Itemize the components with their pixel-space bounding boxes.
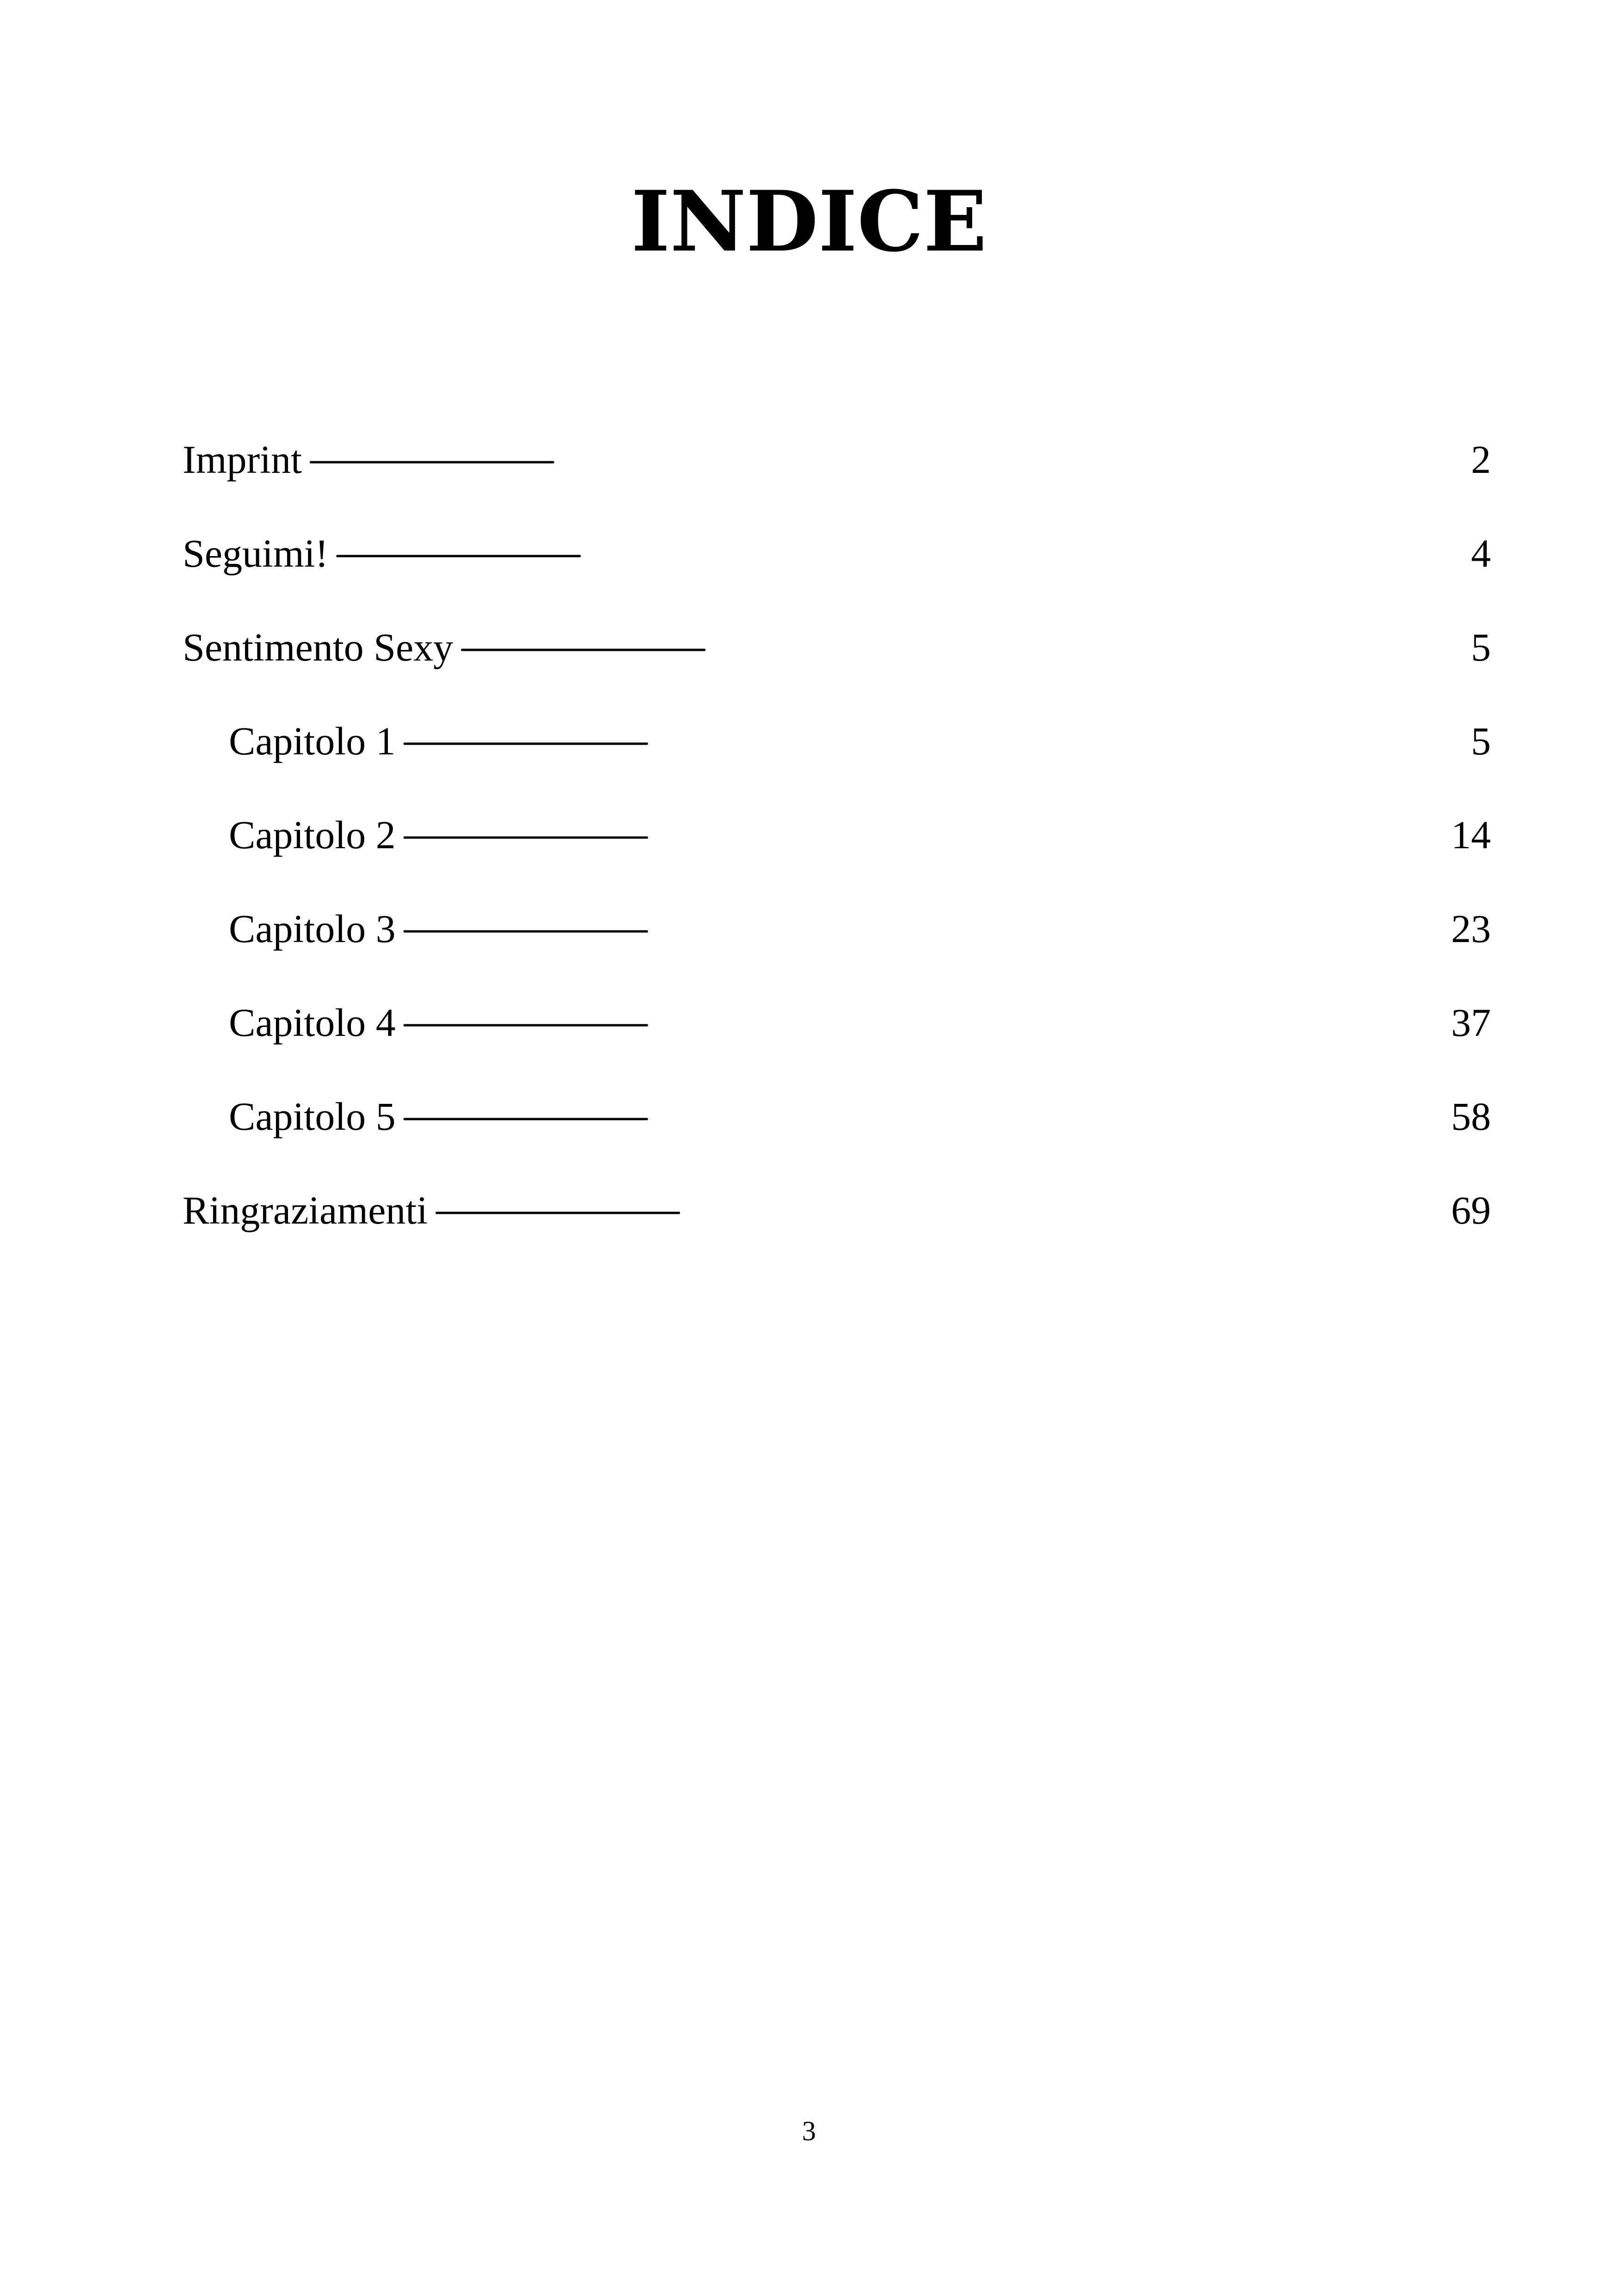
toc-entry-label: Seguimi! [183, 531, 329, 576]
toc-dot-leader [402, 848, 1445, 942]
toc-dot-leader [308, 379, 1465, 473]
toc-entry-label: Capitolo 3 [229, 906, 396, 951]
toc-dot-leader [402, 942, 1445, 1036]
toc-entry-label: Capitolo 2 [229, 813, 396, 857]
toc-entry-sentimento-sexy[interactable] [183, 567, 1491, 669]
toc-entry-page: 23 [1451, 906, 1491, 951]
toc-dot-leader [335, 473, 1465, 567]
toc-dot-leader [460, 567, 1465, 661]
toc-entry-page: 2 [1471, 437, 1491, 482]
toc-entry-label: Imprint [183, 437, 302, 482]
page-number: 3 [802, 2116, 816, 2146]
toc-entry-page: 14 [1451, 813, 1491, 857]
toc-dot-leader [402, 661, 1465, 754]
toc-entry-page: 5 [1471, 625, 1491, 669]
toc-entry-seguimi[interactable] [183, 473, 1491, 576]
toc-entry-label: Capitolo 4 [229, 1000, 396, 1045]
toc-entry-label: Ringraziamenti [183, 1188, 428, 1232]
toc-entry-page: 37 [1451, 1000, 1491, 1045]
page-title: INDICE [631, 173, 987, 270]
toc-entry-label: Capitolo 5 [229, 1094, 396, 1139]
toc-dot-leader [402, 754, 1445, 848]
toc-entry-page: 5 [1471, 719, 1491, 763]
toc-entry-imprint[interactable] [183, 379, 1491, 482]
toc-entry-label: Sentimento Sexy [183, 625, 454, 669]
toc-entry-page: 69 [1451, 1188, 1491, 1232]
toc-dot-leader [402, 1036, 1445, 1130]
toc-dot-leader [434, 1130, 1445, 1224]
toc-entry-page: 58 [1451, 1094, 1491, 1139]
toc-entry-page: 4 [1471, 531, 1491, 576]
table-of-contents [183, 379, 1491, 1232]
toc-entry-label: Capitolo 1 [229, 719, 396, 763]
